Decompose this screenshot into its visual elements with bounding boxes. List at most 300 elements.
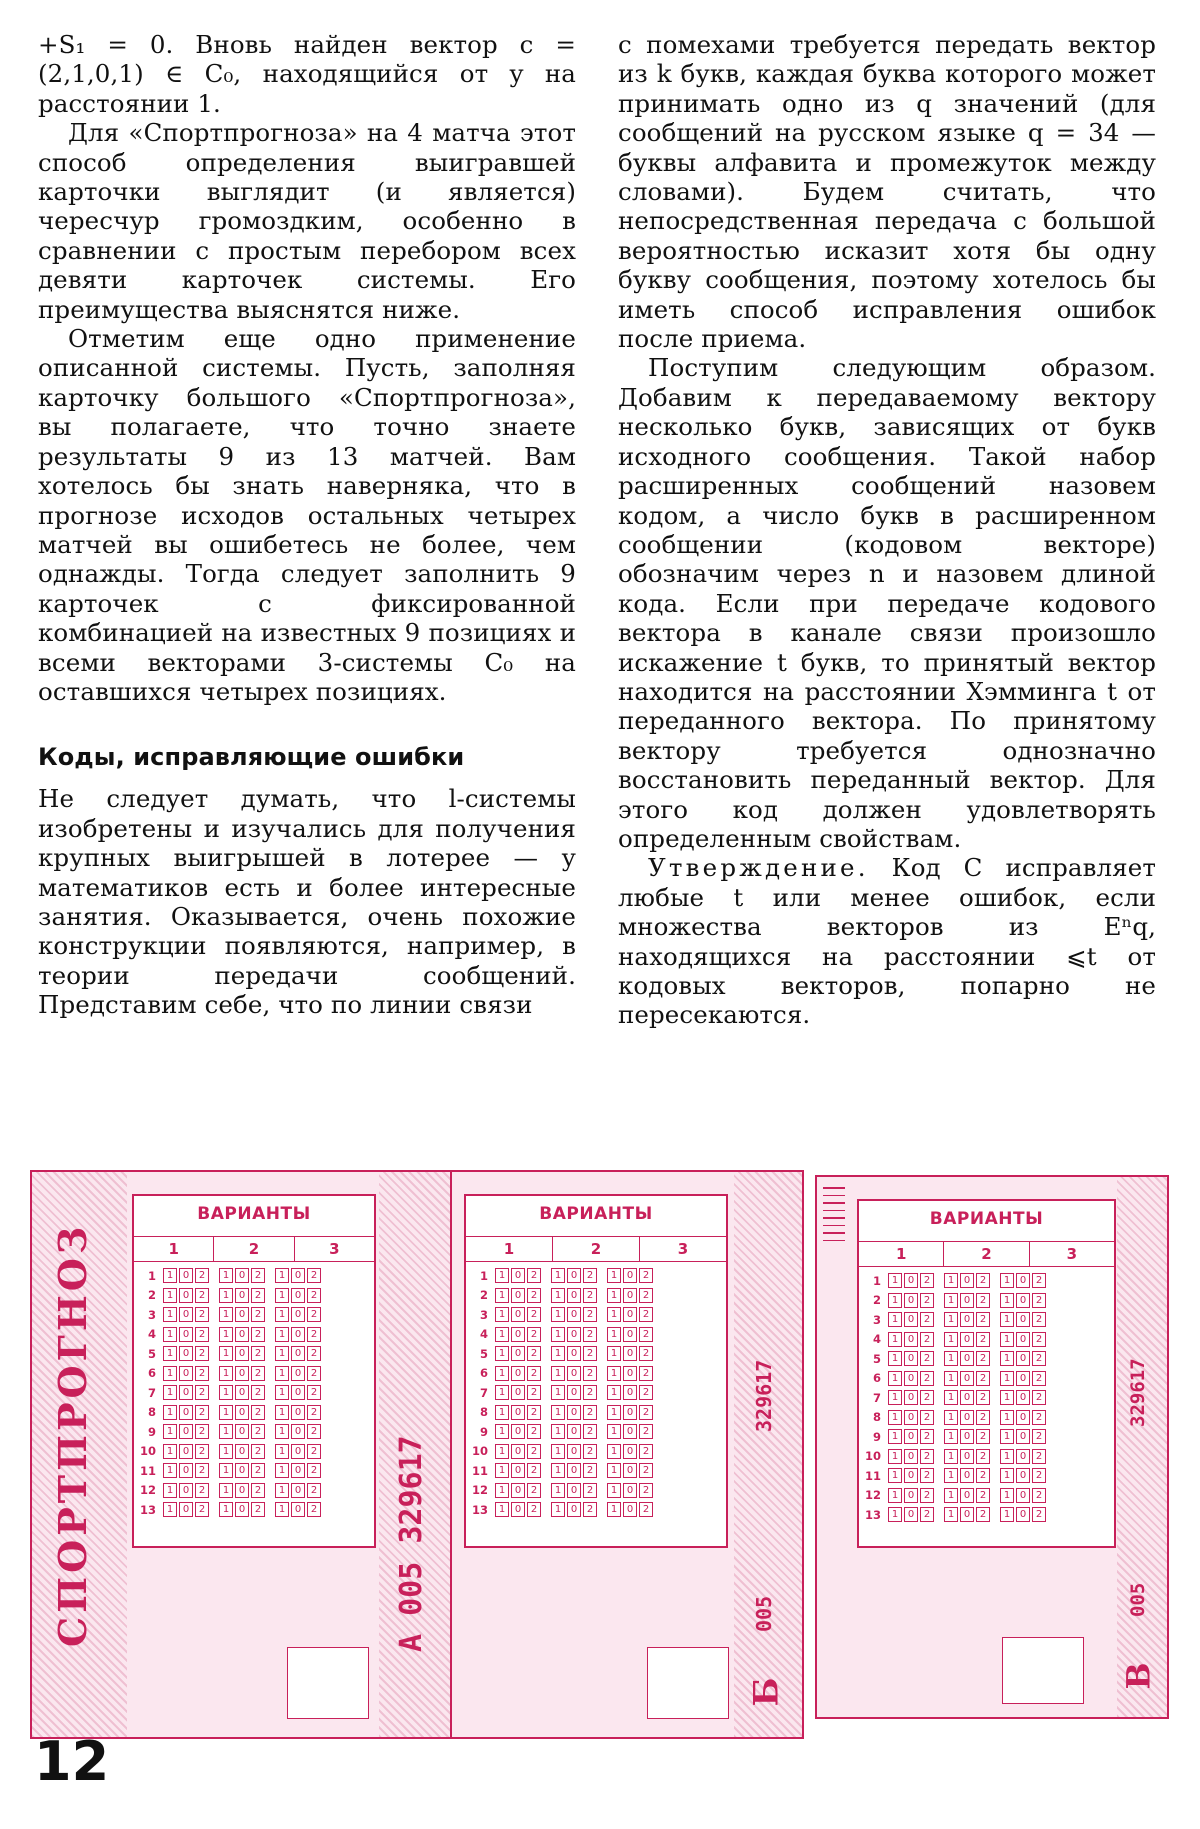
outcome-cell[interactable]: 0 bbox=[960, 1371, 974, 1386]
outcome-cell[interactable]: 0 bbox=[179, 1424, 193, 1439]
outcome-cell[interactable]: 0 bbox=[179, 1502, 193, 1517]
outcome-cell[interactable]: 2 bbox=[251, 1366, 265, 1381]
outcome-cell[interactable]: 0 bbox=[623, 1483, 637, 1498]
outcome-cell[interactable]: 2 bbox=[527, 1288, 541, 1303]
outcome-cell[interactable]: 0 bbox=[511, 1424, 525, 1439]
outcome-cell[interactable]: 2 bbox=[583, 1268, 597, 1283]
outcome-cell[interactable]: 2 bbox=[1032, 1468, 1046, 1483]
outcome-cell[interactable]: 2 bbox=[583, 1424, 597, 1439]
outcome-cell[interactable]: 2 bbox=[527, 1366, 541, 1381]
outcome-cell[interactable]: 0 bbox=[623, 1268, 637, 1283]
outcome-cell[interactable]: 1 bbox=[275, 1502, 289, 1517]
outcome-cell[interactable]: 1 bbox=[944, 1449, 958, 1464]
outcome-cell[interactable]: 1 bbox=[888, 1449, 902, 1464]
outcome-cell[interactable]: 1 bbox=[1000, 1507, 1014, 1522]
outcome-cell[interactable]: 1 bbox=[1000, 1468, 1014, 1483]
outcome-cell[interactable]: 1 bbox=[219, 1268, 233, 1283]
outcome-cell[interactable]: 1 bbox=[275, 1424, 289, 1439]
outcome-cell[interactable]: 2 bbox=[583, 1483, 597, 1498]
outcome-cell[interactable]: 0 bbox=[960, 1390, 974, 1405]
outcome-cell[interactable]: 2 bbox=[307, 1405, 321, 1420]
outcome-cell[interactable]: 1 bbox=[888, 1410, 902, 1425]
outcome-cell[interactable]: 1 bbox=[888, 1351, 902, 1366]
outcome-cell[interactable]: 1 bbox=[495, 1483, 509, 1498]
outcome-cell[interactable]: 2 bbox=[976, 1273, 990, 1288]
outcome-cell[interactable]: 2 bbox=[195, 1327, 209, 1342]
outcome-cell[interactable]: 2 bbox=[195, 1366, 209, 1381]
outcome-cell[interactable]: 0 bbox=[960, 1332, 974, 1347]
outcome-cell[interactable]: 1 bbox=[163, 1307, 177, 1322]
outcome-cell[interactable]: 2 bbox=[1032, 1371, 1046, 1386]
outcome-cell[interactable]: 1 bbox=[551, 1483, 565, 1498]
outcome-cell[interactable]: 1 bbox=[888, 1488, 902, 1503]
outcome-cell[interactable]: 2 bbox=[639, 1424, 653, 1439]
outcome-cell[interactable]: 0 bbox=[291, 1268, 305, 1283]
outcome-cell[interactable]: 0 bbox=[179, 1346, 193, 1361]
outcome-cell[interactable]: 2 bbox=[527, 1268, 541, 1283]
outcome-cell[interactable]: 0 bbox=[179, 1385, 193, 1400]
outcome-cell[interactable]: 1 bbox=[495, 1502, 509, 1517]
outcome-cell[interactable]: 0 bbox=[960, 1410, 974, 1425]
outcome-cell[interactable]: 0 bbox=[511, 1366, 525, 1381]
outcome-cell[interactable]: 2 bbox=[583, 1405, 597, 1420]
outcome-cell[interactable]: 2 bbox=[307, 1307, 321, 1322]
outcome-cell[interactable]: 1 bbox=[495, 1327, 509, 1342]
outcome-cell[interactable]: 2 bbox=[527, 1502, 541, 1517]
outcome-cell[interactable]: 1 bbox=[163, 1268, 177, 1283]
outcome-cell[interactable]: 1 bbox=[163, 1463, 177, 1478]
outcome-cell[interactable]: 0 bbox=[904, 1449, 918, 1464]
outcome-cell[interactable]: 0 bbox=[511, 1405, 525, 1420]
outcome-cell[interactable]: 1 bbox=[495, 1385, 509, 1400]
outcome-cell[interactable]: 0 bbox=[567, 1502, 581, 1517]
outcome-cell[interactable]: 1 bbox=[219, 1444, 233, 1459]
outcome-cell[interactable]: 0 bbox=[960, 1488, 974, 1503]
outcome-cell[interactable]: 0 bbox=[567, 1346, 581, 1361]
outcome-cell[interactable]: 1 bbox=[944, 1332, 958, 1347]
outcome-cell[interactable]: 2 bbox=[639, 1502, 653, 1517]
outcome-cell[interactable]: 1 bbox=[888, 1371, 902, 1386]
outcome-cell[interactable]: 0 bbox=[179, 1288, 193, 1303]
outcome-cell[interactable]: 0 bbox=[567, 1424, 581, 1439]
outcome-cell[interactable]: 2 bbox=[307, 1444, 321, 1459]
outcome-cell[interactable]: 2 bbox=[920, 1293, 934, 1308]
outcome-cell[interactable]: 0 bbox=[179, 1268, 193, 1283]
outcome-cell[interactable]: 1 bbox=[275, 1366, 289, 1381]
outcome-cell[interactable]: 1 bbox=[607, 1405, 621, 1420]
outcome-cell[interactable]: 2 bbox=[583, 1385, 597, 1400]
outcome-cell[interactable]: 1 bbox=[551, 1405, 565, 1420]
outcome-cell[interactable]: 2 bbox=[251, 1385, 265, 1400]
outcome-cell[interactable]: 2 bbox=[1032, 1390, 1046, 1405]
outcome-cell[interactable]: 1 bbox=[551, 1385, 565, 1400]
outcome-cell[interactable]: 1 bbox=[607, 1502, 621, 1517]
outcome-cell[interactable]: 1 bbox=[944, 1312, 958, 1327]
outcome-cell[interactable]: 1 bbox=[607, 1424, 621, 1439]
outcome-cell[interactable]: 1 bbox=[607, 1327, 621, 1342]
outcome-cell[interactable]: 1 bbox=[275, 1288, 289, 1303]
outcome-cell[interactable]: 0 bbox=[960, 1351, 974, 1366]
outcome-cell[interactable]: 2 bbox=[639, 1405, 653, 1420]
outcome-cell[interactable]: 2 bbox=[251, 1444, 265, 1459]
outcome-cell[interactable]: 1 bbox=[495, 1366, 509, 1381]
outcome-cell[interactable]: 0 bbox=[235, 1502, 249, 1517]
outcome-cell[interactable]: 2 bbox=[251, 1405, 265, 1420]
outcome-cell[interactable]: 1 bbox=[888, 1429, 902, 1444]
outcome-cell[interactable]: 2 bbox=[1032, 1332, 1046, 1347]
outcome-cell[interactable]: 1 bbox=[944, 1293, 958, 1308]
outcome-cell[interactable]: 0 bbox=[235, 1346, 249, 1361]
outcome-cell[interactable]: 0 bbox=[235, 1463, 249, 1478]
outcome-cell[interactable]: 0 bbox=[291, 1463, 305, 1478]
outcome-cell[interactable]: 1 bbox=[1000, 1371, 1014, 1386]
outcome-cell[interactable]: 2 bbox=[307, 1327, 321, 1342]
outcome-cell[interactable]: 0 bbox=[567, 1483, 581, 1498]
outcome-cell[interactable]: 1 bbox=[1000, 1273, 1014, 1288]
outcome-cell[interactable]: 2 bbox=[639, 1268, 653, 1283]
outcome-cell[interactable]: 1 bbox=[1000, 1332, 1014, 1347]
outcome-cell[interactable]: 0 bbox=[291, 1327, 305, 1342]
outcome-cell[interactable]: 1 bbox=[275, 1405, 289, 1420]
outcome-cell[interactable]: 0 bbox=[960, 1293, 974, 1308]
outcome-cell[interactable]: 1 bbox=[163, 1424, 177, 1439]
outcome-cell[interactable]: 1 bbox=[551, 1424, 565, 1439]
outcome-cell[interactable]: 1 bbox=[495, 1288, 509, 1303]
outcome-cell[interactable]: 0 bbox=[179, 1444, 193, 1459]
outcome-cell[interactable]: 0 bbox=[904, 1293, 918, 1308]
outcome-cell[interactable]: 2 bbox=[920, 1312, 934, 1327]
outcome-cell[interactable]: 2 bbox=[195, 1463, 209, 1478]
outcome-cell[interactable]: 2 bbox=[976, 1429, 990, 1444]
outcome-cell[interactable]: 1 bbox=[219, 1483, 233, 1498]
outcome-cell[interactable]: 0 bbox=[1016, 1507, 1030, 1522]
outcome-cell[interactable]: 1 bbox=[944, 1468, 958, 1483]
outcome-cell[interactable]: 2 bbox=[583, 1444, 597, 1459]
outcome-cell[interactable]: 1 bbox=[944, 1429, 958, 1444]
outcome-cell[interactable]: 2 bbox=[307, 1424, 321, 1439]
outcome-cell[interactable]: 2 bbox=[307, 1288, 321, 1303]
outcome-cell[interactable]: 0 bbox=[623, 1502, 637, 1517]
outcome-cell[interactable]: 1 bbox=[219, 1385, 233, 1400]
outcome-cell[interactable]: 2 bbox=[1032, 1488, 1046, 1503]
outcome-cell[interactable]: 2 bbox=[527, 1483, 541, 1498]
outcome-cell[interactable]: 2 bbox=[195, 1346, 209, 1361]
outcome-cell[interactable]: 1 bbox=[607, 1463, 621, 1478]
outcome-cell[interactable]: 2 bbox=[920, 1429, 934, 1444]
outcome-cell[interactable]: 0 bbox=[960, 1312, 974, 1327]
outcome-cell[interactable]: 2 bbox=[976, 1449, 990, 1464]
outcome-cell[interactable]: 2 bbox=[583, 1502, 597, 1517]
outcome-cell[interactable]: 2 bbox=[195, 1307, 209, 1322]
outcome-cell[interactable]: 1 bbox=[1000, 1293, 1014, 1308]
outcome-cell[interactable]: 0 bbox=[567, 1463, 581, 1478]
outcome-cell[interactable]: 1 bbox=[551, 1346, 565, 1361]
outcome-cell[interactable]: 2 bbox=[583, 1288, 597, 1303]
outcome-cell[interactable]: 0 bbox=[1016, 1293, 1030, 1308]
outcome-cell[interactable]: 0 bbox=[179, 1307, 193, 1322]
outcome-cell[interactable]: 1 bbox=[275, 1483, 289, 1498]
outcome-cell[interactable]: 0 bbox=[623, 1288, 637, 1303]
outcome-cell[interactable]: 2 bbox=[920, 1332, 934, 1347]
outcome-cell[interactable]: 2 bbox=[307, 1502, 321, 1517]
outcome-cell[interactable]: 0 bbox=[567, 1327, 581, 1342]
outcome-cell[interactable]: 0 bbox=[511, 1444, 525, 1459]
outcome-cell[interactable]: 1 bbox=[219, 1424, 233, 1439]
outcome-cell[interactable]: 1 bbox=[1000, 1410, 1014, 1425]
outcome-cell[interactable]: 1 bbox=[495, 1346, 509, 1361]
outcome-cell[interactable]: 2 bbox=[639, 1288, 653, 1303]
outcome-cell[interactable]: 0 bbox=[567, 1366, 581, 1381]
outcome-cell[interactable]: 1 bbox=[888, 1390, 902, 1405]
outcome-cell[interactable]: 2 bbox=[251, 1463, 265, 1478]
outcome-cell[interactable]: 0 bbox=[904, 1371, 918, 1386]
outcome-cell[interactable]: 2 bbox=[583, 1346, 597, 1361]
outcome-cell[interactable]: 0 bbox=[511, 1502, 525, 1517]
outcome-cell[interactable]: 1 bbox=[163, 1405, 177, 1420]
outcome-cell[interactable]: 0 bbox=[235, 1405, 249, 1420]
outcome-cell[interactable]: 1 bbox=[219, 1327, 233, 1342]
outcome-cell[interactable]: 0 bbox=[291, 1405, 305, 1420]
outcome-cell[interactable]: 0 bbox=[235, 1366, 249, 1381]
outcome-cell[interactable]: 2 bbox=[1032, 1449, 1046, 1464]
outcome-cell[interactable]: 0 bbox=[904, 1468, 918, 1483]
outcome-cell[interactable]: 0 bbox=[567, 1385, 581, 1400]
outcome-cell[interactable]: 1 bbox=[219, 1405, 233, 1420]
outcome-cell[interactable]: 2 bbox=[976, 1488, 990, 1503]
outcome-cell[interactable]: 0 bbox=[623, 1424, 637, 1439]
outcome-cell[interactable]: 0 bbox=[904, 1507, 918, 1522]
outcome-cell[interactable]: 0 bbox=[235, 1307, 249, 1322]
outcome-cell[interactable]: 1 bbox=[944, 1488, 958, 1503]
outcome-cell[interactable]: 0 bbox=[1016, 1468, 1030, 1483]
outcome-cell[interactable]: 1 bbox=[163, 1346, 177, 1361]
outcome-cell[interactable]: 2 bbox=[527, 1327, 541, 1342]
outcome-cell[interactable]: 0 bbox=[1016, 1449, 1030, 1464]
outcome-cell[interactable]: 0 bbox=[623, 1385, 637, 1400]
outcome-cell[interactable]: 1 bbox=[551, 1327, 565, 1342]
outcome-cell[interactable]: 2 bbox=[527, 1444, 541, 1459]
outcome-cell[interactable]: 1 bbox=[219, 1288, 233, 1303]
outcome-cell[interactable]: 1 bbox=[888, 1507, 902, 1522]
outcome-cell[interactable]: 2 bbox=[195, 1405, 209, 1420]
outcome-cell[interactable]: 0 bbox=[1016, 1390, 1030, 1405]
outcome-cell[interactable]: 0 bbox=[960, 1468, 974, 1483]
outcome-cell[interactable]: 0 bbox=[511, 1268, 525, 1283]
outcome-cell[interactable]: 2 bbox=[307, 1268, 321, 1283]
outcome-cell[interactable]: 1 bbox=[607, 1444, 621, 1459]
outcome-cell[interactable]: 2 bbox=[1032, 1273, 1046, 1288]
outcome-cell[interactable]: 1 bbox=[607, 1346, 621, 1361]
outcome-cell[interactable]: 0 bbox=[291, 1424, 305, 1439]
outcome-cell[interactable]: 1 bbox=[163, 1385, 177, 1400]
outcome-cell[interactable]: 1 bbox=[1000, 1312, 1014, 1327]
outcome-cell[interactable]: 0 bbox=[291, 1346, 305, 1361]
outcome-cell[interactable]: 0 bbox=[567, 1307, 581, 1322]
outcome-cell[interactable]: 0 bbox=[179, 1463, 193, 1478]
outcome-cell[interactable]: 0 bbox=[291, 1366, 305, 1381]
outcome-cell[interactable]: 0 bbox=[291, 1502, 305, 1517]
outcome-cell[interactable]: 2 bbox=[976, 1410, 990, 1425]
outcome-cell[interactable]: 1 bbox=[275, 1327, 289, 1342]
outcome-cell[interactable]: 1 bbox=[495, 1424, 509, 1439]
outcome-cell[interactable]: 1 bbox=[219, 1346, 233, 1361]
outcome-cell[interactable]: 0 bbox=[904, 1410, 918, 1425]
outcome-cell[interactable]: 2 bbox=[195, 1424, 209, 1439]
outcome-cell[interactable]: 1 bbox=[163, 1502, 177, 1517]
outcome-cell[interactable]: 1 bbox=[551, 1307, 565, 1322]
outcome-cell[interactable]: 0 bbox=[904, 1488, 918, 1503]
outcome-cell[interactable]: 2 bbox=[976, 1507, 990, 1522]
outcome-cell[interactable]: 2 bbox=[195, 1502, 209, 1517]
outcome-cell[interactable]: 2 bbox=[639, 1444, 653, 1459]
outcome-cell[interactable]: 0 bbox=[1016, 1312, 1030, 1327]
outcome-cell[interactable]: 1 bbox=[163, 1366, 177, 1381]
outcome-cell[interactable]: 0 bbox=[1016, 1410, 1030, 1425]
outcome-cell[interactable]: 0 bbox=[235, 1424, 249, 1439]
outcome-cell[interactable]: 2 bbox=[639, 1307, 653, 1322]
outcome-cell[interactable]: 2 bbox=[976, 1332, 990, 1347]
outcome-cell[interactable]: 1 bbox=[495, 1268, 509, 1283]
outcome-cell[interactable]: 0 bbox=[179, 1327, 193, 1342]
outcome-cell[interactable]: 2 bbox=[920, 1468, 934, 1483]
outcome-cell[interactable]: 1 bbox=[495, 1307, 509, 1322]
outcome-cell[interactable]: 1 bbox=[607, 1385, 621, 1400]
outcome-cell[interactable]: 2 bbox=[920, 1273, 934, 1288]
outcome-cell[interactable]: 1 bbox=[551, 1502, 565, 1517]
outcome-cell[interactable]: 2 bbox=[639, 1346, 653, 1361]
outcome-cell[interactable]: 1 bbox=[607, 1288, 621, 1303]
outcome-cell[interactable]: 0 bbox=[235, 1268, 249, 1283]
outcome-cell[interactable]: 0 bbox=[960, 1507, 974, 1522]
outcome-cell[interactable]: 1 bbox=[163, 1444, 177, 1459]
outcome-cell[interactable]: 0 bbox=[1016, 1351, 1030, 1366]
outcome-cell[interactable]: 1 bbox=[944, 1273, 958, 1288]
outcome-cell[interactable]: 2 bbox=[527, 1307, 541, 1322]
outcome-cell[interactable]: 2 bbox=[976, 1371, 990, 1386]
outcome-cell[interactable]: 0 bbox=[623, 1463, 637, 1478]
outcome-cell[interactable]: 2 bbox=[1032, 1410, 1046, 1425]
outcome-cell[interactable]: 1 bbox=[551, 1444, 565, 1459]
outcome-cell[interactable]: 0 bbox=[291, 1307, 305, 1322]
outcome-cell[interactable]: 2 bbox=[1032, 1293, 1046, 1308]
outcome-cell[interactable]: 2 bbox=[251, 1483, 265, 1498]
outcome-cell[interactable]: 0 bbox=[1016, 1488, 1030, 1503]
outcome-cell[interactable]: 1 bbox=[1000, 1488, 1014, 1503]
outcome-cell[interactable]: 0 bbox=[291, 1385, 305, 1400]
outcome-cell[interactable]: 2 bbox=[527, 1405, 541, 1420]
outcome-cell[interactable]: 2 bbox=[251, 1268, 265, 1283]
outcome-cell[interactable]: 1 bbox=[275, 1307, 289, 1322]
outcome-cell[interactable]: 1 bbox=[551, 1268, 565, 1283]
outcome-cell[interactable]: 2 bbox=[195, 1444, 209, 1459]
outcome-cell[interactable]: 0 bbox=[623, 1327, 637, 1342]
outcome-cell[interactable]: 0 bbox=[511, 1288, 525, 1303]
outcome-cell[interactable]: 2 bbox=[1032, 1429, 1046, 1444]
outcome-cell[interactable]: 2 bbox=[920, 1449, 934, 1464]
outcome-cell[interactable]: 1 bbox=[219, 1463, 233, 1478]
outcome-cell[interactable]: 2 bbox=[527, 1424, 541, 1439]
outcome-cell[interactable]: 0 bbox=[904, 1312, 918, 1327]
outcome-cell[interactable]: 0 bbox=[1016, 1273, 1030, 1288]
outcome-cell[interactable]: 2 bbox=[527, 1385, 541, 1400]
outcome-cell[interactable]: 2 bbox=[527, 1346, 541, 1361]
outcome-cell[interactable]: 2 bbox=[639, 1385, 653, 1400]
outcome-cell[interactable]: 0 bbox=[960, 1273, 974, 1288]
outcome-cell[interactable]: 1 bbox=[219, 1502, 233, 1517]
outcome-cell[interactable]: 0 bbox=[235, 1385, 249, 1400]
outcome-cell[interactable]: 0 bbox=[904, 1332, 918, 1347]
outcome-cell[interactable]: 0 bbox=[511, 1327, 525, 1342]
outcome-cell[interactable]: 1 bbox=[275, 1444, 289, 1459]
outcome-cell[interactable]: 1 bbox=[888, 1293, 902, 1308]
outcome-cell[interactable]: 0 bbox=[179, 1405, 193, 1420]
outcome-cell[interactable]: 1 bbox=[163, 1327, 177, 1342]
outcome-cell[interactable]: 2 bbox=[1032, 1507, 1046, 1522]
outcome-cell[interactable]: 2 bbox=[307, 1366, 321, 1381]
outcome-cell[interactable]: 2 bbox=[251, 1346, 265, 1361]
outcome-cell[interactable]: 0 bbox=[567, 1444, 581, 1459]
outcome-cell[interactable]: 2 bbox=[1032, 1351, 1046, 1366]
outcome-cell[interactable]: 1 bbox=[275, 1346, 289, 1361]
outcome-cell[interactable]: 0 bbox=[511, 1385, 525, 1400]
outcome-cell[interactable]: 2 bbox=[920, 1371, 934, 1386]
outcome-cell[interactable]: 1 bbox=[495, 1405, 509, 1420]
outcome-cell[interactable]: 0 bbox=[904, 1273, 918, 1288]
outcome-cell[interactable]: 1 bbox=[607, 1366, 621, 1381]
outcome-cell[interactable]: 2 bbox=[976, 1312, 990, 1327]
outcome-cell[interactable]: 1 bbox=[944, 1410, 958, 1425]
outcome-cell[interactable]: 2 bbox=[639, 1327, 653, 1342]
outcome-cell[interactable]: 2 bbox=[639, 1366, 653, 1381]
outcome-cell[interactable]: 1 bbox=[1000, 1449, 1014, 1464]
outcome-cell[interactable]: 0 bbox=[235, 1288, 249, 1303]
outcome-cell[interactable]: 1 bbox=[607, 1307, 621, 1322]
outcome-cell[interactable]: 1 bbox=[888, 1312, 902, 1327]
outcome-cell[interactable]: 2 bbox=[920, 1351, 934, 1366]
outcome-cell[interactable]: 0 bbox=[960, 1449, 974, 1464]
outcome-cell[interactable]: 0 bbox=[623, 1346, 637, 1361]
outcome-cell[interactable]: 1 bbox=[888, 1332, 902, 1347]
outcome-cell[interactable]: 2 bbox=[920, 1390, 934, 1405]
outcome-cell[interactable]: 2 bbox=[307, 1483, 321, 1498]
outcome-cell[interactable]: 1 bbox=[163, 1288, 177, 1303]
outcome-cell[interactable]: 0 bbox=[511, 1463, 525, 1478]
outcome-cell[interactable]: 1 bbox=[275, 1385, 289, 1400]
outcome-cell[interactable]: 2 bbox=[251, 1288, 265, 1303]
outcome-cell[interactable]: 0 bbox=[291, 1444, 305, 1459]
outcome-cell[interactable]: 0 bbox=[1016, 1371, 1030, 1386]
outcome-cell[interactable]: 0 bbox=[960, 1429, 974, 1444]
outcome-cell[interactable]: 2 bbox=[307, 1463, 321, 1478]
outcome-cell[interactable]: 1 bbox=[1000, 1351, 1014, 1366]
outcome-cell[interactable]: 0 bbox=[291, 1483, 305, 1498]
outcome-cell[interactable]: 0 bbox=[904, 1390, 918, 1405]
outcome-cell[interactable]: 0 bbox=[1016, 1429, 1030, 1444]
outcome-cell[interactable]: 1 bbox=[551, 1463, 565, 1478]
outcome-cell[interactable]: 2 bbox=[639, 1483, 653, 1498]
outcome-cell[interactable]: 0 bbox=[623, 1307, 637, 1322]
outcome-cell[interactable]: 1 bbox=[275, 1268, 289, 1283]
outcome-cell[interactable]: 0 bbox=[291, 1288, 305, 1303]
outcome-cell[interactable]: 0 bbox=[511, 1346, 525, 1361]
outcome-cell[interactable]: 2 bbox=[583, 1327, 597, 1342]
outcome-cell[interactable]: 2 bbox=[583, 1307, 597, 1322]
outcome-cell[interactable]: 1 bbox=[888, 1273, 902, 1288]
outcome-cell[interactable]: 1 bbox=[1000, 1390, 1014, 1405]
outcome-cell[interactable]: 2 bbox=[195, 1288, 209, 1303]
outcome-cell[interactable]: 1 bbox=[607, 1483, 621, 1498]
outcome-cell[interactable]: 0 bbox=[567, 1288, 581, 1303]
